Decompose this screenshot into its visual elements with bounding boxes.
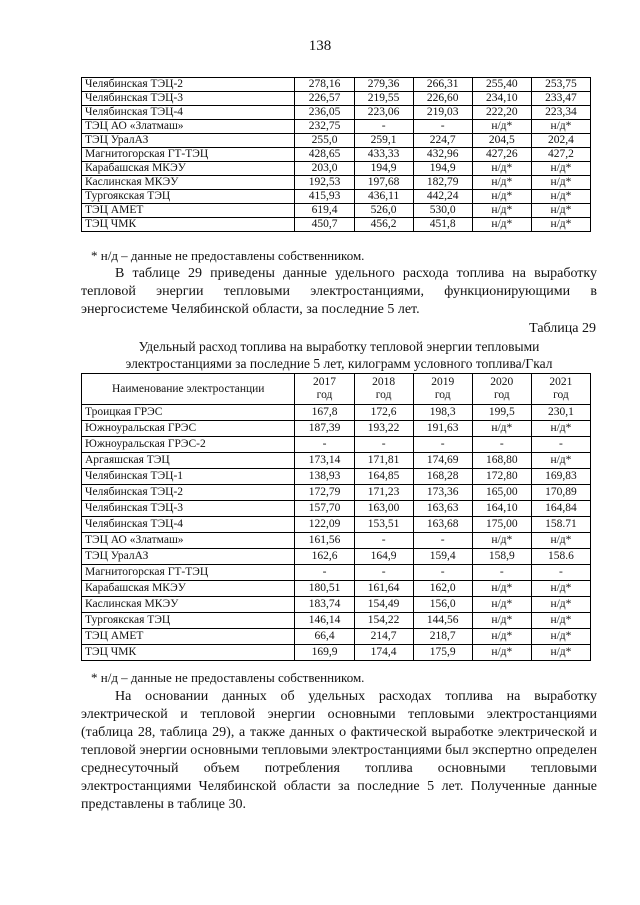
value-cell: н/д*: [472, 533, 531, 549]
value-cell: 183,74: [295, 597, 354, 613]
value-cell: 192,53: [295, 176, 354, 190]
value-cell: н/д*: [531, 421, 590, 437]
table-row: [82, 134, 591, 148]
value-cell: 451,8: [413, 218, 472, 232]
value-cell: 199,5: [472, 405, 531, 421]
value-cell: 194,9: [413, 162, 472, 176]
value-cell: 442,24: [413, 190, 472, 204]
station-name-cell: Тургоякская ТЭЦ: [82, 190, 295, 204]
value-cell: 450,7: [295, 218, 354, 232]
value-cell: н/д*: [472, 613, 531, 629]
value-cell: 163,68: [413, 517, 472, 533]
value-cell: 169,83: [531, 469, 590, 485]
value-cell: н/д*: [531, 597, 590, 613]
value-cell: 144,56: [413, 613, 472, 629]
value-cell: 226,57: [295, 92, 354, 106]
value-cell: 138,93: [295, 469, 354, 485]
value-cell: н/д*: [472, 190, 531, 204]
value-cell: 415,93: [295, 190, 354, 204]
value-cell: 278,16: [295, 78, 354, 92]
value-cell: 255,40: [472, 78, 531, 92]
value-cell: 161,56: [295, 533, 354, 549]
table-row: [82, 629, 591, 645]
value-cell: н/д*: [531, 218, 590, 232]
table-row: [82, 204, 591, 218]
value-cell: 219,03: [413, 106, 472, 120]
value-cell: 173,14: [295, 453, 354, 469]
value-cell: 526,0: [354, 204, 413, 218]
value-cell: 172,80: [472, 469, 531, 485]
value-cell: 66,4: [295, 629, 354, 645]
value-cell: -: [295, 565, 354, 581]
station-name-cell: Челябинская ТЭЦ-1: [82, 469, 295, 485]
year-unit: год: [553, 389, 569, 401]
header-year: [354, 374, 413, 405]
value-cell: 167,8: [295, 405, 354, 421]
value-cell: 236,05: [295, 106, 354, 120]
value-cell: 197,68: [354, 176, 413, 190]
value-cell: н/д*: [531, 453, 590, 469]
value-cell: 164,9: [354, 549, 413, 565]
value-cell: 214,7: [354, 629, 413, 645]
value-cell: 174,4: [354, 645, 413, 661]
value-cell: 619,4: [295, 204, 354, 218]
value-cell: 164,10: [472, 501, 531, 517]
value-cell: 154,22: [354, 613, 413, 629]
value-cell: 175,00: [472, 517, 531, 533]
table-row: [82, 517, 591, 533]
footnote-1: * н/д – данные не предоставлены собственником.: [91, 248, 365, 263]
value-cell: н/д*: [472, 218, 531, 232]
year-value: 2020: [490, 376, 514, 388]
station-name-cell: Тургоякская ТЭЦ: [82, 613, 295, 629]
value-cell: 456,2: [354, 218, 413, 232]
station-name-cell: Каслинская МКЭУ: [82, 176, 295, 190]
value-cell: 202,4: [531, 134, 590, 148]
station-name-cell: Челябинская ТЭЦ-2: [82, 78, 295, 92]
value-cell: н/д*: [531, 190, 590, 204]
value-cell: 157,70: [295, 501, 354, 517]
value-cell: 182,79: [413, 176, 472, 190]
value-cell: -: [354, 533, 413, 549]
station-name-cell: ТЭЦ ЧМК: [82, 645, 295, 661]
value-cell: н/д*: [472, 629, 531, 645]
value-cell: -: [295, 437, 354, 453]
value-cell: 158,9: [472, 549, 531, 565]
value-cell: 428,65: [295, 148, 354, 162]
table-29: [81, 373, 591, 661]
value-cell: 172,79: [295, 485, 354, 501]
value-cell: н/д*: [472, 421, 531, 437]
value-cell: -: [354, 437, 413, 453]
value-cell: 175,9: [413, 645, 472, 661]
station-name-cell: ТЭЦ АМЕТ: [82, 204, 295, 218]
table-row: [82, 120, 591, 134]
value-cell: 427,26: [472, 148, 531, 162]
value-cell: 163,00: [354, 501, 413, 517]
station-name-cell: Челябинская ТЭЦ-3: [82, 501, 295, 517]
table-row: [82, 437, 591, 453]
value-cell: 223,06: [354, 106, 413, 120]
value-cell: -: [531, 437, 590, 453]
value-cell: 153,51: [354, 517, 413, 533]
footnote-2: * н/д – данные не предоставлены собственником.: [91, 670, 365, 685]
value-cell: 194,9: [354, 162, 413, 176]
value-cell: 156,0: [413, 597, 472, 613]
value-cell: 266,31: [413, 78, 472, 92]
year-unit: год: [493, 389, 510, 401]
value-cell: 170,89: [531, 485, 590, 501]
value-cell: н/д*: [531, 645, 590, 661]
station-name-cell: Южноуральская ГРЭС-2: [82, 437, 295, 453]
value-cell: 158.6: [531, 549, 590, 565]
value-cell: 187,39: [295, 421, 354, 437]
table-row: [82, 162, 591, 176]
value-cell: 427,2: [531, 148, 590, 162]
value-cell: н/д*: [472, 597, 531, 613]
header-year: [531, 374, 590, 405]
value-cell: н/д*: [472, 645, 531, 661]
paragraph-1: В таблице 29 приведены данные удельного расхода топлива на выработку тепловой энергии тепловыми электростанциями, функционирующими в энергосистеме Челябинской области, за последние 5 лет.: [81, 266, 597, 317]
value-cell: 169,9: [295, 645, 354, 661]
value-cell: 203,0: [295, 162, 354, 176]
paragraph-2: На основании данных об удельных расходах топлива на выработку электрической и тепловой энергии основными тепловыми электростанциями (таблица 28, таблица 29), а также данных о фактической выработке электрической и тепловой энергии основными тепловыми электростанциями был экспертно определен среднесуточный объем потребления топлива основными тепловыми электростанциями Челябинской области за последние 5 лет. Полученные данные представлены в таблице 30.: [81, 689, 597, 812]
value-cell: 162,0: [413, 581, 472, 597]
value-cell: 164,85: [354, 469, 413, 485]
value-cell: н/д*: [531, 176, 590, 190]
value-cell: 436,11: [354, 190, 413, 204]
value-cell: 171,23: [354, 485, 413, 501]
value-cell: 161,64: [354, 581, 413, 597]
value-cell: 165,00: [472, 485, 531, 501]
value-cell: 168,28: [413, 469, 472, 485]
table-label: Таблица 29: [529, 321, 596, 336]
table-row: [82, 581, 591, 597]
value-cell: н/д*: [531, 613, 590, 629]
value-cell: н/д*: [472, 204, 531, 218]
value-cell: 233,47: [531, 92, 590, 106]
value-cell: -: [413, 120, 472, 134]
table-title-line-1: Удельный расход топлива на выработку тепловой энергии тепловыми: [138, 339, 540, 354]
value-cell: -: [472, 437, 531, 453]
station-name-cell: Карабашская МКЭУ: [82, 162, 295, 176]
table-row: [82, 501, 591, 517]
station-name-cell: Магнитогорская ГТ-ТЭЦ: [82, 148, 295, 162]
year-value: 2019: [431, 376, 455, 388]
table-row: [82, 421, 591, 437]
value-cell: 174,69: [413, 453, 472, 469]
year-unit: год: [434, 389, 451, 401]
value-cell: н/д*: [472, 162, 531, 176]
value-cell: н/д*: [472, 120, 531, 134]
station-name-cell: ТЭЦ ЧМК: [82, 218, 295, 232]
value-cell: 222,20: [472, 106, 531, 120]
station-name-cell: Карабашская МКЭУ: [82, 581, 295, 597]
table-header-row: [82, 374, 591, 405]
value-cell: 204,5: [472, 134, 531, 148]
table-row: [82, 485, 591, 501]
value-cell: н/д*: [531, 581, 590, 597]
table-row: [82, 453, 591, 469]
station-name-cell: ТЭЦ УралАЗ: [82, 549, 295, 565]
station-name-cell: Южноуральская ГРЭС: [82, 421, 295, 437]
year-value: 2018: [372, 376, 396, 388]
value-cell: 279,36: [354, 78, 413, 92]
value-cell: -: [413, 533, 472, 549]
table-row: [82, 176, 591, 190]
value-cell: 163,63: [413, 501, 472, 517]
station-name-cell: Челябинская ТЭЦ-3: [82, 92, 295, 106]
value-cell: 154,49: [354, 597, 413, 613]
station-name-cell: Каслинская МКЭУ: [82, 597, 295, 613]
value-cell: 164,84: [531, 501, 590, 517]
value-cell: 530,0: [413, 204, 472, 218]
value-cell: н/д*: [531, 629, 590, 645]
value-cell: 191,63: [413, 421, 472, 437]
station-name-cell: Челябинская ТЭЦ-4: [82, 106, 295, 120]
table-row: [82, 92, 591, 106]
value-cell: н/д*: [531, 204, 590, 218]
value-cell: 234,10: [472, 92, 531, 106]
table-28-continuation: [81, 77, 591, 232]
table-row: [82, 565, 591, 581]
value-cell: 230,1: [531, 405, 590, 421]
value-cell: 162,6: [295, 549, 354, 565]
station-name-cell: ТЭЦ УралАЗ: [82, 134, 295, 148]
value-cell: -: [531, 565, 590, 581]
value-cell: 223,34: [531, 106, 590, 120]
table-title-line-2: электростанциями за последние 5 лет, килограмм условного топлива/Гкал: [125, 356, 553, 371]
station-name-cell: Магнитогорская ГТ-ТЭЦ: [82, 565, 295, 581]
value-cell: 226,60: [413, 92, 472, 106]
value-cell: 172,6: [354, 405, 413, 421]
value-cell: 232,75: [295, 120, 354, 134]
value-cell: н/д*: [531, 533, 590, 549]
value-cell: 433,33: [354, 148, 413, 162]
value-cell: 259,1: [354, 134, 413, 148]
table-row: [82, 405, 591, 421]
table-row: [82, 190, 591, 204]
table-row: [82, 645, 591, 661]
value-cell: 173,36: [413, 485, 472, 501]
value-cell: н/д*: [531, 162, 590, 176]
year-value: 2017: [313, 376, 337, 388]
station-name-cell: ТЭЦ АО «Златмаш»: [82, 120, 295, 134]
value-cell: -: [413, 565, 472, 581]
value-cell: 158.71: [531, 517, 590, 533]
year-unit: год: [316, 389, 333, 401]
value-cell: 180,51: [295, 581, 354, 597]
value-cell: н/д*: [531, 120, 590, 134]
header-year: [472, 374, 531, 405]
station-name-cell: ТЭЦ АО «Златмаш»: [82, 533, 295, 549]
value-cell: 255,0: [295, 134, 354, 148]
value-cell: 159,4: [413, 549, 472, 565]
value-cell: 171,81: [354, 453, 413, 469]
table-row: [82, 469, 591, 485]
value-cell: -: [354, 565, 413, 581]
year-unit: год: [375, 389, 392, 401]
page-number: 138: [308, 38, 332, 54]
table-row: [82, 597, 591, 613]
table-row: [82, 533, 591, 549]
value-cell: 218,7: [413, 629, 472, 645]
table-row: [82, 148, 591, 162]
value-cell: 168,80: [472, 453, 531, 469]
table-row: [82, 549, 591, 565]
table-row: [82, 218, 591, 232]
value-cell: -: [413, 437, 472, 453]
value-cell: 198,3: [413, 405, 472, 421]
value-cell: -: [354, 120, 413, 134]
header-station-name: Наименование электростанции: [82, 374, 295, 405]
table-row: [82, 613, 591, 629]
value-cell: 224,7: [413, 134, 472, 148]
station-name-cell: ТЭЦ АМЕТ: [82, 629, 295, 645]
value-cell: 193,22: [354, 421, 413, 437]
station-name-cell: Троицкая ГРЭС: [82, 405, 295, 421]
value-cell: 432,96: [413, 148, 472, 162]
value-cell: 253,75: [531, 78, 590, 92]
header-year: [413, 374, 472, 405]
value-cell: 146,14: [295, 613, 354, 629]
value-cell: н/д*: [472, 581, 531, 597]
value-cell: н/д*: [472, 176, 531, 190]
value-cell: 122,09: [295, 517, 354, 533]
table-row: [82, 106, 591, 120]
year-value: 2021: [549, 376, 573, 388]
table-row: [82, 78, 591, 92]
station-name-cell: Аргаяшская ТЭЦ: [82, 453, 295, 469]
value-cell: -: [472, 565, 531, 581]
value-cell: 219,55: [354, 92, 413, 106]
station-name-cell: Челябинская ТЭЦ-2: [82, 485, 295, 501]
header-year: [295, 374, 354, 405]
station-name-cell: Челябинская ТЭЦ-4: [82, 517, 295, 533]
